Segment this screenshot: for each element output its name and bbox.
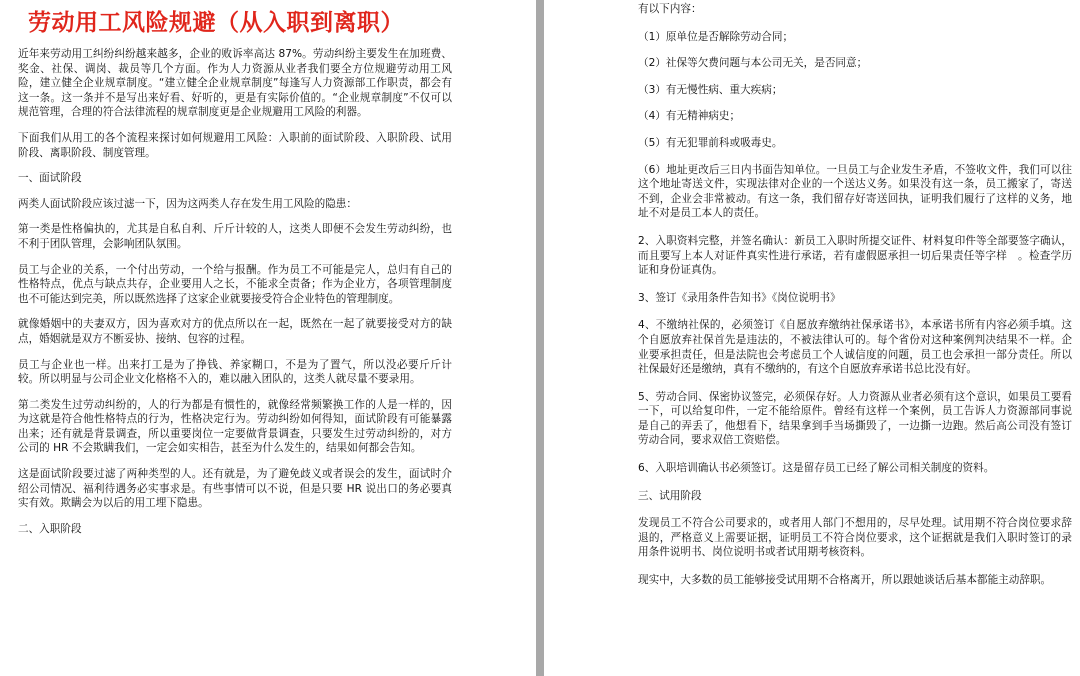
document-page-right (544, 0, 1080, 676)
paragraph: 2、入职资料完整，并签名确认：新员工入职时所提交证件、材料复印件等全部要签字确认，而且要写上本人对证件真实性进行承诺，若有虚假愿承担一切后果责任等字样 。检查学历证和身份证真伪。 (638, 234, 1072, 277)
list-item: （2）社保等欠费问题与本公司无关，是否同意； (638, 57, 868, 70)
paragraph: 4、不缴纳社保的，必须签订《自愿放弃缴纳社保承诺书》，本承诺书所有内容必须手填。这个自愿放弃社保首先是违法的，不被法律认可的。每个省份对这种案例判决结果不一样。企业要承担责任，但是法院也会考虑员工个人诚信度的问题，员工也会承担一部分责任。所以社保最好还是缴纳，真有不缴纳的，有这个自愿放弃承诺书总比没有好。 (638, 319, 1072, 376)
paragraph: 就像婚姻中的夫妻双方，因为喜欢对方的优点所以在一起，既然在一起了就要接受对方的缺点，婚姻就是双方不断妥协、接纳、包容的过程。 (18, 318, 452, 345)
paragraph: 3、签订《录用条件告知书》《岗位说明书》 (638, 291, 841, 304)
list-item: （1）原单位是否解除劳动合同； (638, 30, 794, 43)
paragraph: 下面我们从用工的各个流程来探讨如何规避用工风险：入职前的面试阶段、入职阶段、试用阶段、离职阶段、制度管理。 (18, 131, 452, 159)
document-title: 劳动用工风险规避（从入职到离职） (28, 9, 404, 36)
paragraph: 员工与企业也一样。出来打工是为了挣钱、养家糊口，不是为了置气，所以没必要斤斤计较。所以明显与公司企业文化格格不入的，难以融入团队的，这类人就尽量不要录用。 (18, 358, 452, 386)
paragraph: 这是面试阶段要过滤了两种类型的人。还有就是，为了避免歧义或者误会的发生，面试时介绍公司情况、福利待遇务必实事求是。有些事情可以不说，但是只要 HR 说出口的务必要真实有效。欺瞒会为以后的用工埋下隐患。 (18, 468, 452, 510)
list-item: （5）有无犯罪前科或吸毒史。 (638, 136, 783, 149)
section-heading: 三、试用阶段 (638, 489, 702, 502)
paragraph: 近年来劳动用工纠纷纠纷越来越多，企业的败诉率高达 87%。劳动纠纷主要发生在加班费、奖金、社保、调岗、裁员等几个方面。作为人力资源从业者我们要全方位规避劳动用工风险，建立健全企业规章制度。“建立健全企业规章制度”每逢写人力资源部工作职责，都会有这一条。这一条并不是写出来好看、好听的，更是有实际价值的。“企业规章制度”不仅可以规范管理，合理的符合法律流程的规章制度更是企业规避用工风险的利器。 (18, 48, 452, 119)
document-page-left (0, 0, 536, 676)
paragraph: 现实中，大多数的员工能够接受试用期不合格离开，所以跟她谈话后基本都能主动辞职。 (638, 574, 1052, 587)
list-item: （3）有无慢性病、重大疾病； (638, 83, 783, 96)
paragraph: 发现员工不符合公司要求的，或者用人部门不想用的，尽早处理。试用期不符合岗位要求辞退的，严格意义上需要证据，证明员工不符合岗位要求，这个证据就是我们入职时签订的录用条件说明书、岗位说明书或者试用期考核资料。 (638, 517, 1072, 559)
list-item: （6）地址更改后三日内书面告知单位。一旦员工与企业发生矛盾，不签收文件，我们可以往这个地址寄送文件，实现法律对企业的一个送达义务。如果没有这一条，员工搬家了，寄送不到，企业会非常被动。有这一条，我们留存好寄送回执，证明我们履行了这样的义务，地址不对是员工本人的责任。 (638, 163, 1072, 220)
paragraph: 第一类是性格偏执的，尤其是自私自利、斤斤计较的人，这类人即便不会发生劳动纠纷，也不利于团队管理，会影响团队氛围。 (18, 223, 452, 250)
list-item: （4）有无精神病史； (638, 110, 741, 123)
paragraph: 5、劳动合同、保密协议签完，必须保存好。人力资源从业者必须有这个意识，如果员工要看一下，可以给复印件，一定不能给原件。曾经有这样一个案例，员工告诉人力资源部同事说是自己的弄丢了，他想看下，结果拿到手当场撕毁了，一边撕一边跑。然后高公司没有签订劳动合同，要求双倍工资赔偿。 (638, 390, 1072, 447)
page-gap (536, 0, 544, 676)
section-heading: 二、入职阶段 (18, 522, 82, 535)
paragraph: 员工与企业的关系，一个付出劳动，一个给与报酬。作为员工不可能是完人，总归有自己的性格特点，优点与缺点共存，企业要用人之长，不能求全责备；作为企业方，各项管理制度也不可能达到完美，所以既然选择了这家企业就要接受符合企业特色的管理制度。 (18, 263, 452, 305)
paragraph: 两类人面试阶段应该过滤一下，因为这两类人存在发生用工风险的隐患： (18, 197, 357, 210)
paragraph: 有以下内容： (638, 3, 702, 15)
paragraph: 第二类发生过劳动纠纷的，人的行为都是有惯性的，就像经常频繁换工作的人是一样的，因为这就是符合他性格特点的行为，性格决定行为。劳动纠纷如何得知，面试阶段有可能暴露出来；还有就是背景调查，所以重要岗位一定要做背景调查，只要发生过劳动纠纷的，对方公司的 HR 不会欺瞒我们，一定会如实相告，甚至为什么发生的，结果如何都会告知。 (18, 398, 452, 455)
section-heading: 一、面试阶段 (18, 172, 82, 185)
paragraph: 6、入职培训确认书必须签订。这是留存员工已经了解公司相关制度的资料。 (638, 462, 995, 475)
